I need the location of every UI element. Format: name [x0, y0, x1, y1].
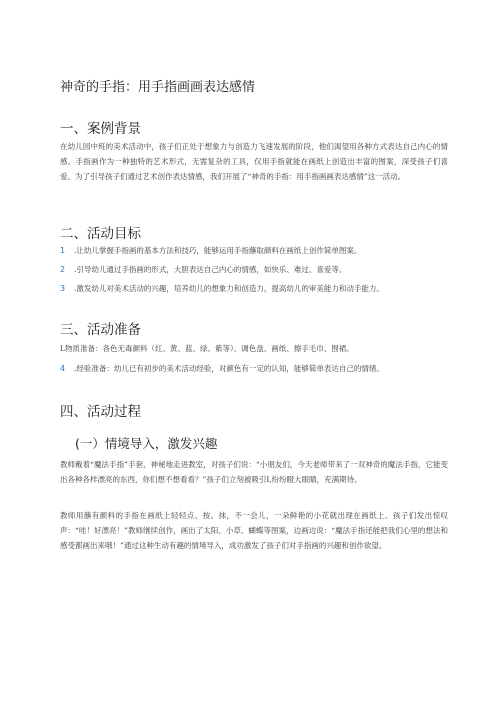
- section-heading-background: 一、案例背景: [60, 121, 141, 137]
- list-text: .经验准备：幼儿已有初步的美术活动经验，对颜色有一定的认知，能够简单表达自己的情绪。: [74, 364, 384, 373]
- preparation-material: L物质准备：各色无毒颜料（红、黄、蓝、绿、紫等）、调色盘、画纸、擦手毛巾、围裙。: [60, 344, 354, 353]
- preparation-experience: [60, 363, 460, 375]
- section-heading-preparation: 三、活动准备: [60, 322, 141, 338]
- list-number: 4: [60, 364, 66, 373]
- list-number: 1: [60, 246, 66, 255]
- document-title: 神奇的手指：用手指画画表达感情: [60, 80, 256, 95]
- background-paragraph: 在幼儿园中班的美术活动中，孩子们正处于想象力与创造力飞速发展的阶段，他们渴望用各种方式表达自己内心的情感。手指画作为一种独特的艺术形式，无需复杂的工具，仅用手指就能在画纸上创造出丰富的图案，深受孩子们喜爱。为了引导孩子们通过艺术创作表达情感，我们开展了“神奇的手指：用手指画画表达感情”这一活动。: [60, 142, 448, 181]
- goal-item-1: [60, 245, 460, 257]
- section-heading-process: 四、活动过程: [60, 404, 141, 420]
- goal-item-2: [60, 264, 460, 276]
- process-paragraph-2: 教师用蘸有颜料的手指在画纸上轻轻点、按、抹，不一会儿，一朵鲜艳的小花就出现在画纸上。孩子们发出惊叹声：“哇！好漂亮！”教师继续创作，画出了太阳、小草、蝴蝶等图案，边画边说：“魔法手指还能把我们心里的想法和感受都画出来哦！”通过这种生动有趣的情境导入，成功激发了孩子们对手指画的兴趣和创作欲望。: [60, 511, 448, 550]
- list-text: .激发幼儿对美术活动的兴趣，培养幼儿的想象力和创造力，提高幼儿的审美能力和动手能力。: [74, 284, 384, 293]
- list-number: 2: [60, 265, 66, 274]
- subsection-heading: (一）情境导入，激发兴趣: [75, 436, 218, 451]
- section-heading-goals: 二、活动目标: [60, 226, 141, 242]
- process-paragraph-1: 教师戴着“魔法手指”手套，神秘地走进教室，对孩子们说：“小朋友们，今天老师带来了一双神奇的魔法手指，它能变出各种各样漂亮的东西，你们想不想看看？”孩子们立刻被吸引I,纷纷瞪大眼睛，充满期待。: [60, 460, 448, 484]
- list-text: .引导幼儿通过手指画的形式，大胆表达自己内心的情感，如快乐、难过、喜爱等。: [74, 265, 347, 274]
- list-text: .让幼儿掌握手指画的基本方法和技巧，能够运用手指蘸取颜料在画纸上创作简单图案。: [74, 246, 362, 255]
- goal-item-3: [60, 283, 460, 295]
- list-number: 3: [60, 284, 66, 293]
